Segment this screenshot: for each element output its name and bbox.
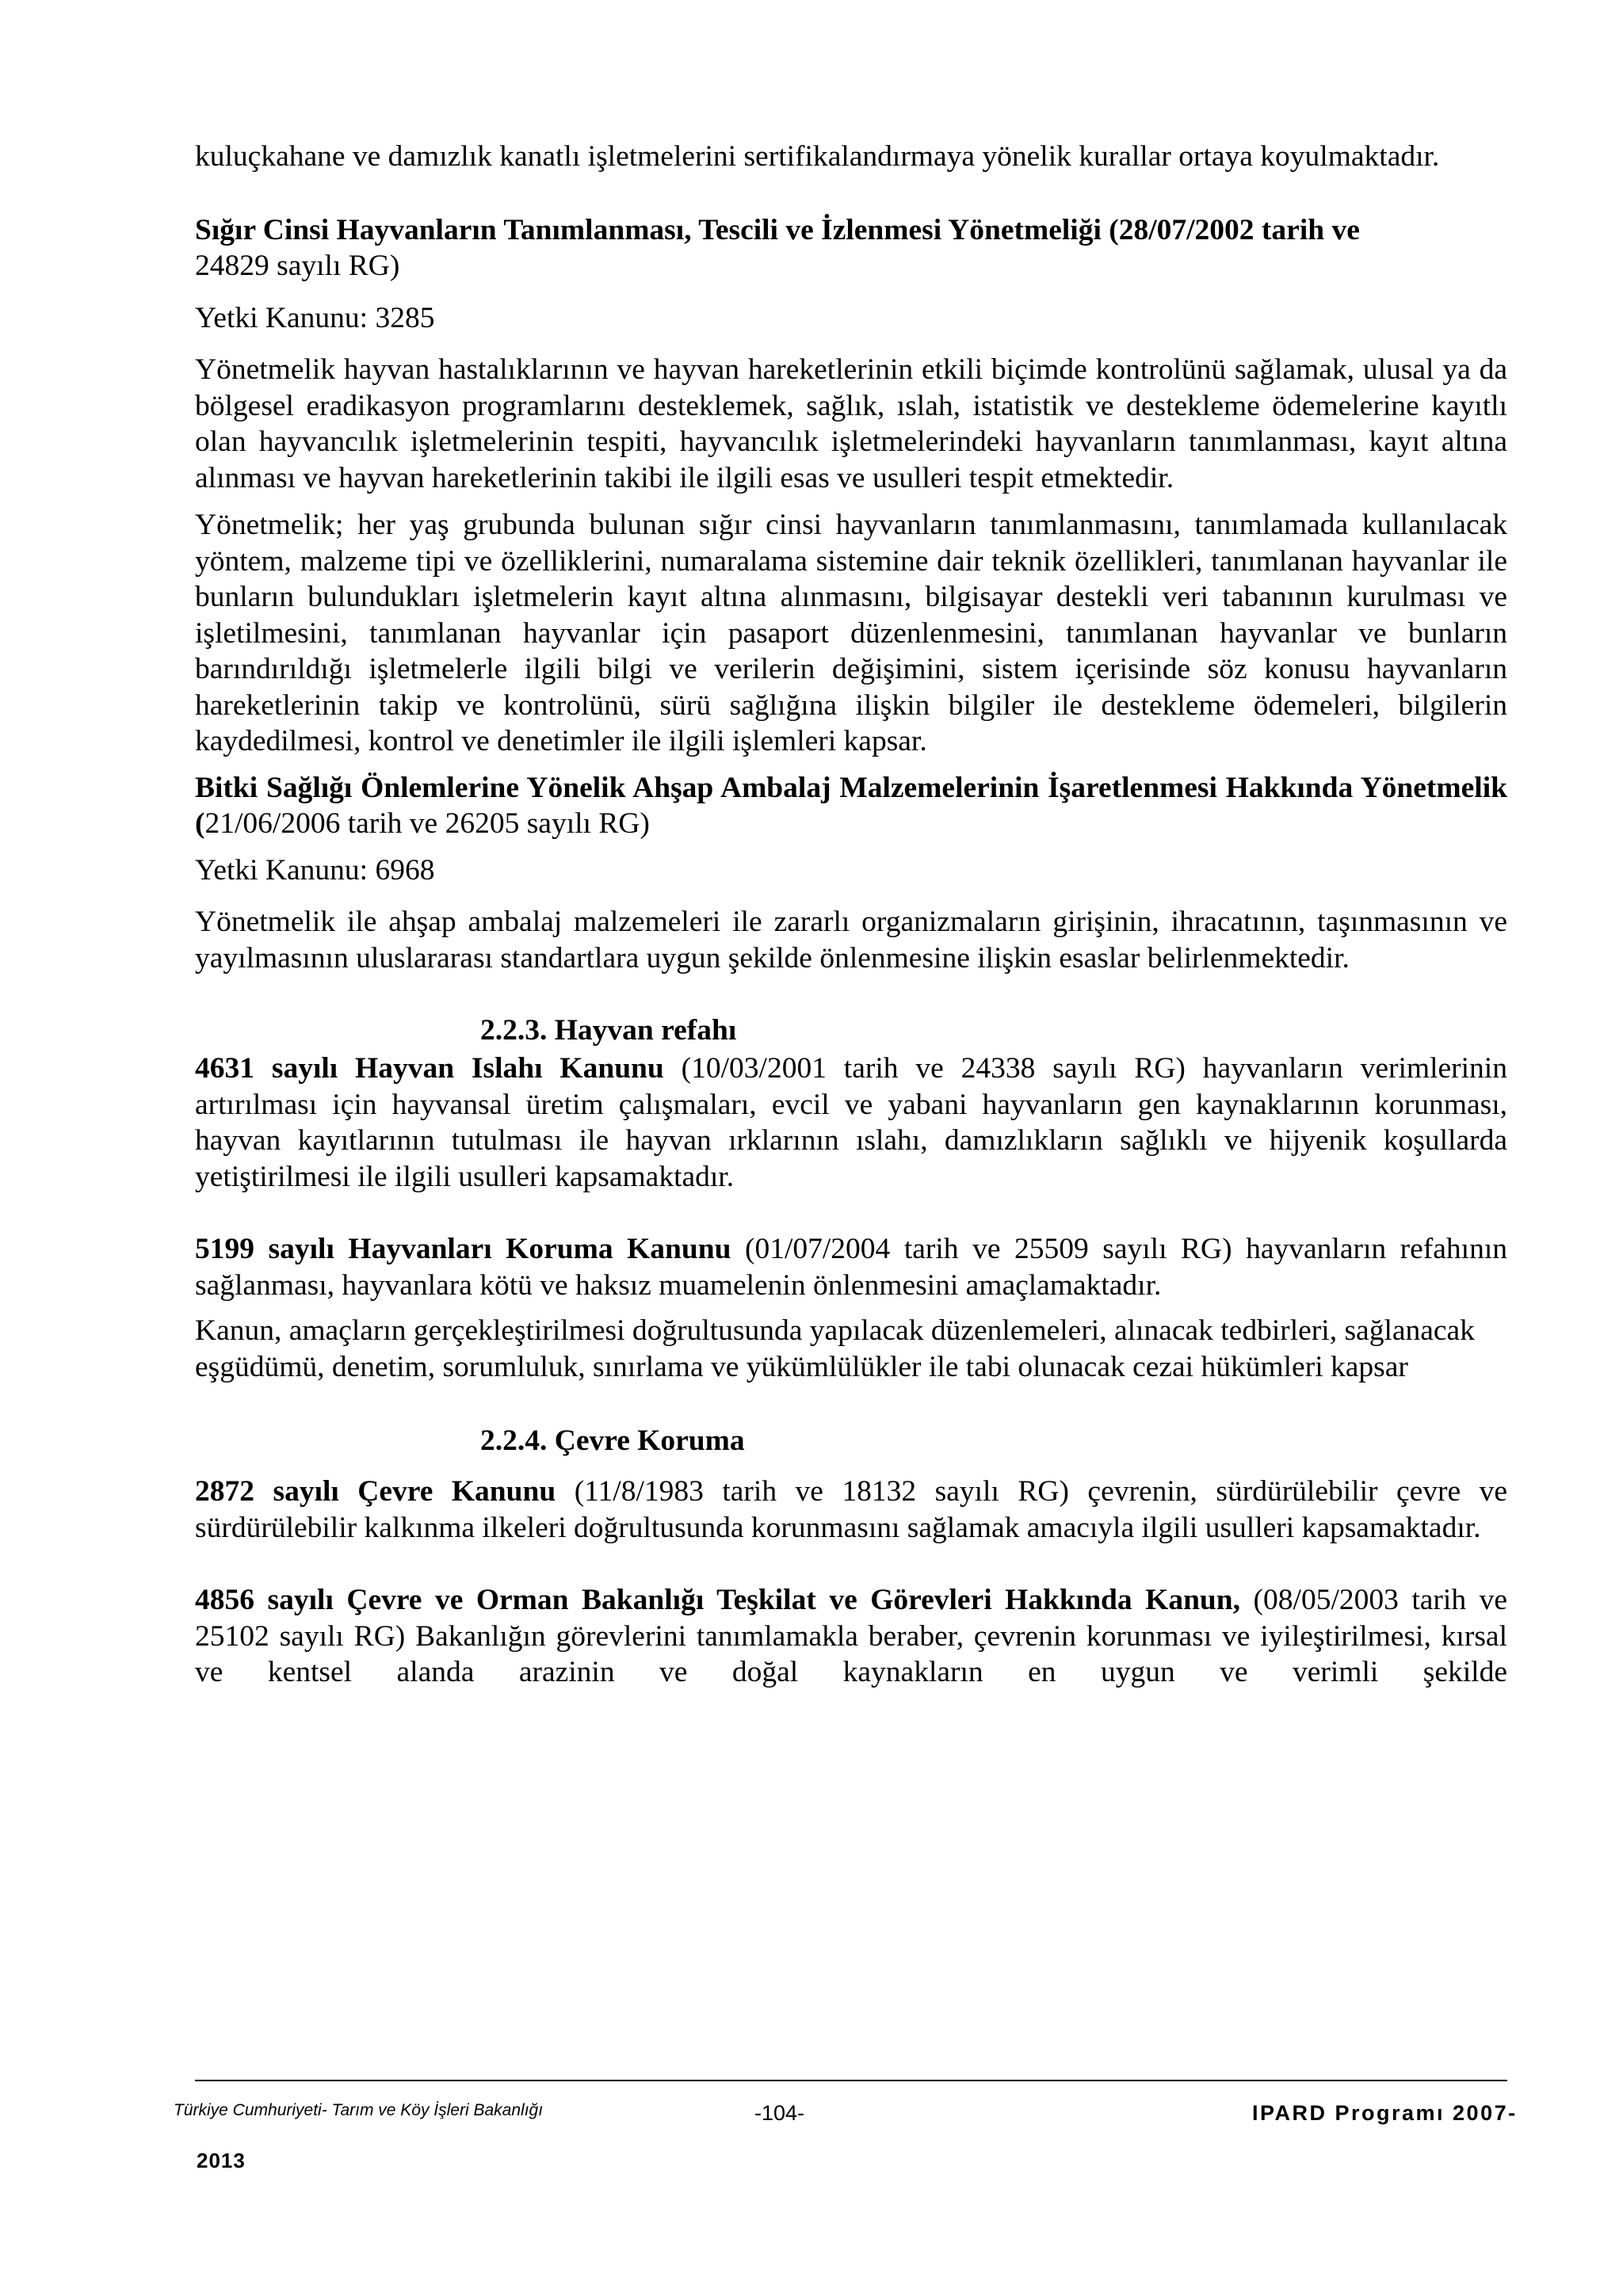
section-heading-hayvan-refahi: 2.2.3. Hayvan refahı — [480, 1014, 737, 1047]
kanun-4856-paragraph — [195, 1582, 1507, 1691]
bitki-yetki-kanunu: Yetki Kanunu: 6968 — [195, 853, 435, 887]
page-content — [195, 139, 1507, 1691]
kanun-5199-text: (01/07/2004 tarih ve 25509 sayılı RG) hayvanların refahının sağlanması, hayvanlara kötü ve haksız muamelenin önlenmesini amaçlamaktadır. — [195, 1233, 1508, 1302]
bitki-regulation-title — [195, 770, 1507, 842]
sigir-paragraph-2: Yönetmelik; her yaş grubunda bulunan sığır cinsi hayvanların tanımlanmasını, tanımlamada kullanılacak yöntem, malzeme tipi ve özelliklerini, numaralama sistemine dair teknik özellikleri, tanımlanan hayvanlar ile bunların bulundukları işletmelerin kayıt altına alınmasını, bilgisayar destekli veri tabanının kurulması ve işletilmesini, tanımlanan hayvanlar için pasaport düzenlenmesini, tanımlanan hayvanlar ve bunların barındırıldığı işletmelerle ilgili bilgi ve verilerin değişimini, sistem içerisinde söz konusu hayvanların hareketlerinin takip ve kontrolünü, sürü sağlığına ilişkin bilgiler ile destekleme ödemeleri, bilgilerin kaydedilmesi, kontrol ve denetimler ile ilgili işlemleri kapsar. — [195, 509, 1507, 757]
sigir-title-rest: 24829 sayılı RG) — [195, 250, 400, 282]
footer-program: IPARD Programı 2007- — [1252, 2101, 1518, 2125]
kanun-4631-text: (10/03/2001 tarih ve 24338 sayılı RG) hayvanların verimlerinin artırılması için hayvansal üretim çalışmaları, evcil ve yabani hayvanların gen kaynaklarının korunması, hayvan kayıtlarının tutulması ile hayvan ırklarının ıslahı, damızlıkların sağlıklı ve hijyenik koşullarda yetiştirilmesi ile ilgili usulleri kapsamaktadır. — [195, 1052, 1507, 1193]
footer-divider — [195, 2080, 1507, 2081]
sigir-paragraph-1: Yönetmelik hayvan hastalıklarının ve hayvan hareketlerinin etkili biçimde kontrolünü sağlamak, ulusal ya da bölgesel eradikasyon programlarını desteklemek, sağlık, ıslah, istatistik ve destekleme ödemelerine kayıtlı olan hayvancılık işletmelerinin tespiti, hayvancılık işletmelerindeki hayvanların tanımlanması, kayıt altına alınması ve hayvan hareketlerinin takibi ile ilgili esas ve usulleri tespit etmektedir. — [195, 353, 1507, 494]
kanun-4856-name: 4856 sayılı Çevre ve Orman Bakanlığı Teşkilat ve Görevleri Hakkında Kanun, — [195, 1584, 1241, 1616]
kanun-4631-name: 4631 sayılı Hayvan Islahı Kanunu — [195, 1052, 664, 1085]
bitki-title-rest: 21/06/2006 tarih ve 26205 sayılı RG) — [204, 807, 650, 840]
section-heading-cevre-koruma: 2.2.4. Çevre Koruma — [480, 1425, 745, 1457]
sigir-regulation-title — [195, 212, 1507, 284]
intro-paragraph: kuluçkahane ve damızlık kanatlı işletmelerini sertifikalandırmaya yönelik kurallar ortaya koyulmaktadır. — [195, 140, 1440, 173]
sigir-yetki-kanunu: Yetki Kanunu: 3285 — [195, 301, 435, 334]
kanun-5199-paragraph — [195, 1231, 1507, 1303]
footer-ministry: Türkiye Cumhuriyeti- Tarım ve Köy İşleri Bakanlığı — [174, 2101, 544, 2119]
sigir-title-bold: Sığır Cinsi Hayvanların Tanımlanması, Tescili ve İzlenmesi Yönetmeliği (28/07/2002 tarih ve — [195, 213, 1360, 246]
kanun-2872-text: (11/8/1983 tarih ve 18132 sayılı RG) çevrenin, sürdürülebilir çevre ve sürdürülebilir kalkınma ilkeleri doğrultusunda korunmasını sağlamak amacıyla ilgili usulleri kapsamaktadır. — [195, 1475, 1508, 1544]
bitki-paragraph: Yönetmelik ile ahşap ambalaj malzemeleri ile zararlı organizmaların girişinin, ihracatının, taşınmasının ve yayılmasının uluslararası standartlara uygun şekilde önlenmesine ilişkin esaslar belirlenmektedir. — [195, 906, 1507, 974]
kanun-4631-paragraph — [195, 1051, 1507, 1195]
kanun-4856-text: (08/05/2003 tarih ve 25102 sayılı RG) Bakanlığın görevlerini tanımlamakla beraber, çevrenin korunması ve iyileştirilmesi, kırsal ve kentsel alanda arazinin ve doğal kaynakların en uygun ve verimli şekilde — [195, 1584, 1507, 1688]
footer-page-number: -104- — [754, 2101, 805, 2125]
kanun-scope-paragraph: Kanun, amaçların gerçekleştirilmesi doğrultusunda yapılacak düzenlemeleri, alınacak tedbirleri, sağlanacak eşgüdümü, denetim, sorumluluk, sınırlama ve yükümlülükler ile tabi olunacak cezai hükümleri kapsar — [195, 1314, 1475, 1383]
footer-year: 2013 — [197, 2149, 246, 2172]
kanun-2872-name: 2872 sayılı Çevre Kanunu — [195, 1475, 556, 1508]
kanun-2872-paragraph — [195, 1474, 1507, 1546]
bitki-title-bold: Bitki Sağlığı Önlemlerine Yönelik Ahşap Ambalaj Malzemelerinin İşaretlenmesi Hakkında Yönetmelik ( — [195, 771, 1507, 840]
kanun-5199-name: 5199 sayılı Hayvanları Koruma Kanunu — [195, 1233, 731, 1265]
